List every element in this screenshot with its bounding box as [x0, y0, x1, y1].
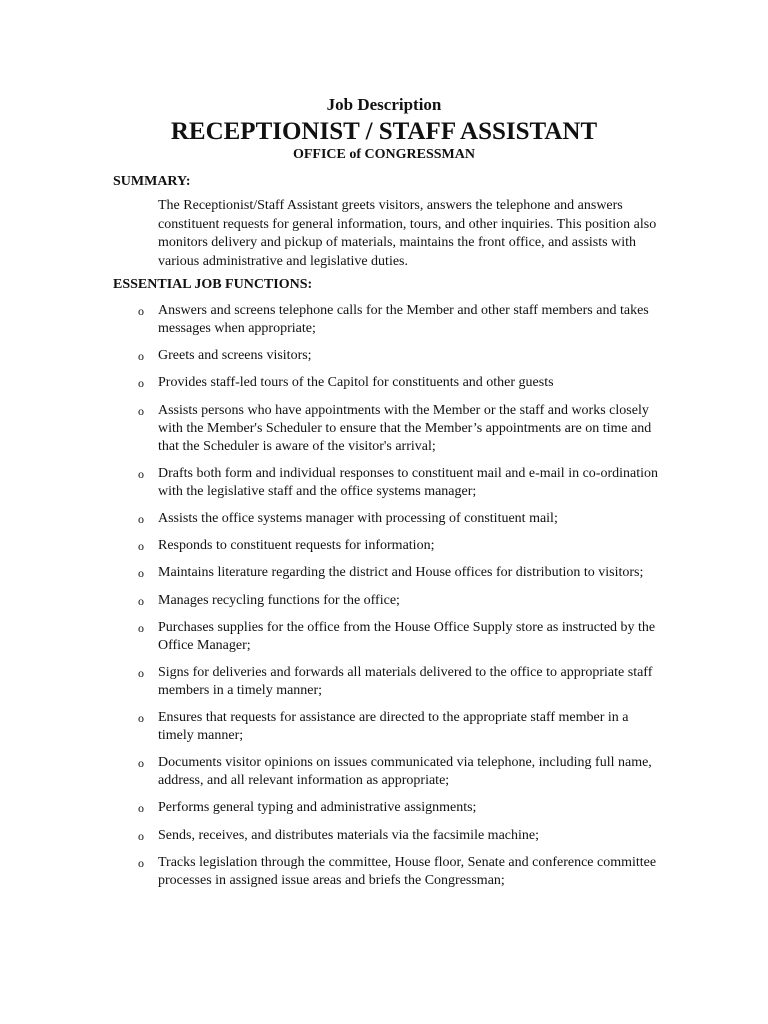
list-item-text: Assists the office systems manager with processing of constituent mail; [158, 510, 558, 526]
list-item-text: Answers and screens telephone calls for the Member and other staff members and takes messages when appropriate; [158, 303, 649, 336]
list-item [0, 592, 658, 610]
essential-functions-label: ESSENTIAL JOB FUNCTIONS: [113, 277, 313, 292]
document-title: Job Description [326, 95, 442, 114]
list-item-text: Greets and screens visitors; [158, 348, 312, 364]
summary-text: The Receptionist/Staff Assistant greets visitors, answers the telephone and answers constituent requests for general information, tours, and other inquiries. This position also monitors delivery and pickup of materials, maintains the front office, and assists with various administrative and legislative duties. [158, 198, 657, 269]
list-item [0, 664, 658, 700]
list-item-text: Tracks legislation through the committee, House floor, Senate and conference committee processes in assigned issue areas and briefs the Congressman; [158, 854, 657, 888]
bullet-icon: o [138, 403, 144, 418]
job-title-heading: RECEPTIONIST / STAFF ASSISTANT [170, 118, 598, 145]
bullet-icon: o [138, 466, 144, 481]
bullet-icon: o [138, 539, 144, 554]
bullet-icon: o [138, 511, 144, 526]
list-item [0, 709, 658, 745]
summary-label: SUMMARY: [113, 174, 191, 189]
list-item [0, 754, 658, 790]
essential-functions-list [0, 302, 768, 899]
bullet-icon: o [138, 566, 144, 581]
list-item [0, 564, 658, 582]
office-subheading: OFFICE of CONGRESSMAN [292, 147, 475, 162]
bullet-icon: o [138, 376, 144, 391]
list-item-text: Purchases supplies for the office from the House Office Supply store as instructed by the Office Manager; [158, 619, 656, 653]
list-item-text: Provides staff-led tours of the Capitol for constituents and other guests [158, 375, 554, 391]
list-item-text: Signs for deliveries and forwards all materials delivered to the office to appropriate staff members in a timely manner; [158, 664, 653, 698]
list-item-text: Responds to constituent requests for information; [158, 538, 435, 554]
bullet-icon: o [138, 855, 144, 870]
list-item-text: Manages recycling functions for the office; [158, 592, 400, 608]
list-item [0, 827, 658, 845]
list-item [0, 619, 658, 655]
bullet-icon: o [138, 801, 144, 816]
list-item [0, 465, 658, 501]
list-item [0, 402, 658, 456]
list-item-text: Ensures that requests for assistance are directed to the appropriate staff member in a timely manner; [158, 710, 629, 744]
list-item-text: Assists persons who have appointments with the Member or the staff and works closely with the Member's Scheduler to ensure that the Member’s appointments are on time and that the Scheduler is aware of the visitor's arrival; [158, 402, 652, 454]
list-item [0, 510, 658, 528]
bullet-icon: o [138, 349, 144, 364]
list-item-text: Performs general typing and administrative assignments; [158, 800, 477, 816]
list-item [0, 374, 658, 392]
bullet-icon: o [138, 665, 144, 680]
list-item [0, 347, 658, 365]
bullet-icon: o [138, 756, 144, 771]
list-item [0, 854, 658, 890]
bullet-icon: o [138, 304, 144, 318]
list-item-text: Documents visitor opinions on issues communicated via telephone, including full name, address, and all relevant information as appropriate; [158, 755, 652, 789]
list-item [0, 799, 658, 817]
bullet-icon: o [138, 711, 144, 726]
list-item [0, 302, 658, 338]
list-item [0, 537, 658, 555]
bullet-icon: o [138, 620, 144, 635]
bullet-icon: o [138, 828, 144, 843]
bullet-icon: o [138, 593, 144, 608]
list-item-text: Drafts both form and individual responses to constituent mail and e-mail in co-ordination with the legislative staff and the office systems manager; [158, 465, 659, 499]
list-item-text: Maintains literature regarding the district and House offices for distribution to visitors; [158, 565, 644, 581]
list-item-text: Sends, receives, and distributes materials via the facsimile machine; [158, 827, 539, 843]
